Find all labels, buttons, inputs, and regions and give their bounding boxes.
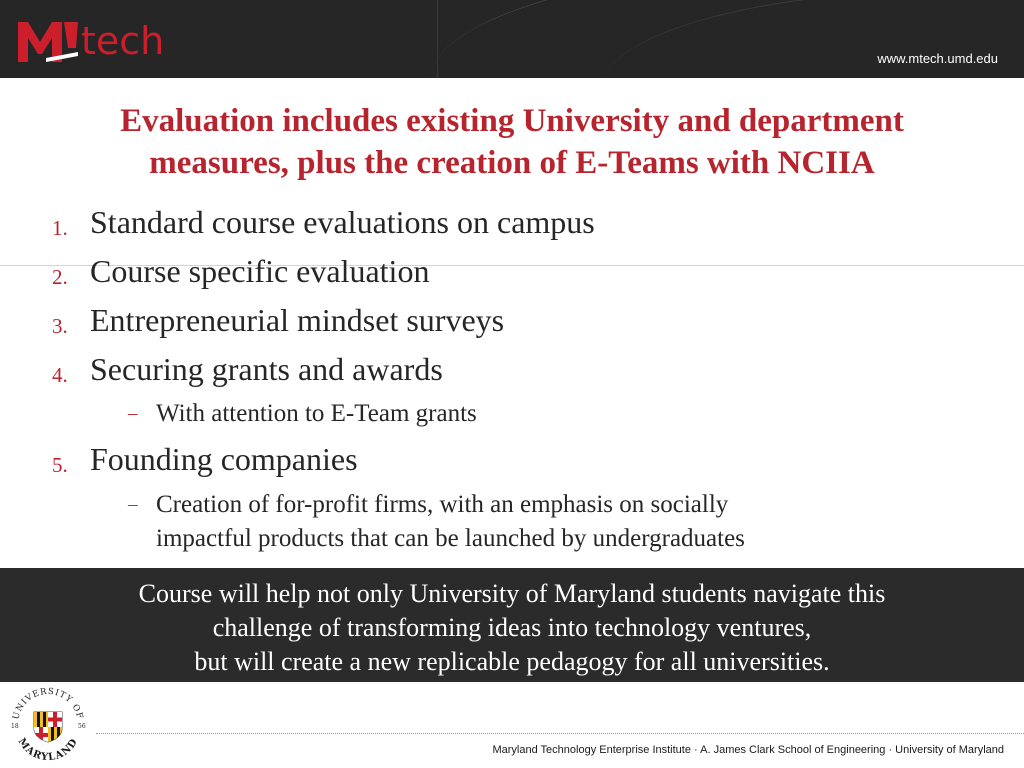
header-divider bbox=[437, 0, 438, 78]
list-item-text: Founding companies bbox=[90, 441, 358, 477]
seal-year-left: 18 bbox=[11, 723, 19, 730]
seal-top-text: UNIVERSITY OF bbox=[11, 686, 85, 721]
seal-year-right: 56 bbox=[78, 723, 86, 730]
title-line: measures, plus the creation of E-Teams with NCIIA bbox=[149, 145, 875, 181]
footer-divider bbox=[96, 733, 1024, 734]
university-seal-icon bbox=[6, 684, 90, 764]
list-item-text: Standard course evaluations on campus bbox=[90, 204, 595, 240]
list-item-text: Course specific evaluation bbox=[90, 253, 430, 289]
list-number: 5. bbox=[52, 453, 68, 477]
sub-item-text: With attention to E-Team grants bbox=[156, 400, 477, 427]
list-number: 4. bbox=[52, 363, 68, 387]
sub-dash: – bbox=[128, 403, 138, 424]
list-number: 2. bbox=[52, 265, 68, 289]
header-bar bbox=[0, 0, 1024, 78]
sub-item-text: impactful products that can be launched by undergraduates bbox=[156, 525, 745, 552]
site-url[interactable]: www.mtech.umd.edu bbox=[877, 51, 998, 66]
footer-credits: Maryland Technology Enterprise Institute · A. James Clark School of Engineering · University of Maryland bbox=[492, 744, 1004, 756]
list-item-text: Entrepreneurial mindset surveys bbox=[90, 302, 505, 338]
sub-item-text: Creation of for-profit firms, with an emphasis on socially bbox=[156, 491, 729, 518]
list-number: 3. bbox=[52, 314, 68, 338]
title-line: Evaluation includes existing University and department bbox=[120, 103, 904, 139]
logo-text: tech bbox=[81, 19, 165, 63]
seal-bottom-text: MARYLAND bbox=[15, 736, 81, 764]
sub-dash: – bbox=[128, 494, 138, 515]
summary-band bbox=[0, 568, 1024, 682]
band-line: but will create a new replicable pedagogy for all universities. bbox=[194, 647, 830, 676]
list-number: 1. bbox=[52, 216, 68, 240]
maryland-flag-shield bbox=[34, 712, 62, 743]
band-line: challenge of transforming ideas into technology ventures, bbox=[212, 613, 812, 642]
slide-title bbox=[40, 100, 984, 184]
mtech-logo-icon bbox=[16, 18, 80, 64]
list-item-text: Securing grants and awards bbox=[90, 351, 443, 387]
band-line: Course will help not only University of Maryland students navigate this bbox=[138, 579, 886, 608]
